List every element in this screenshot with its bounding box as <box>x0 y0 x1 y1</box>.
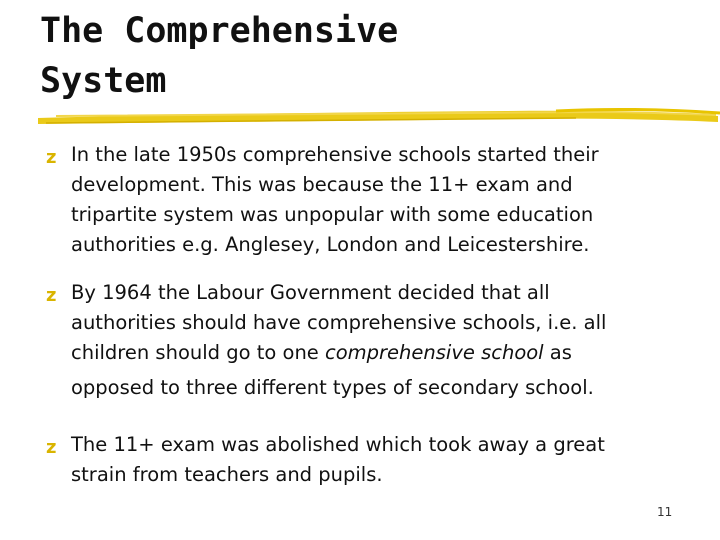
bullet-item-3 <box>46 430 686 490</box>
bullet-text-1 <box>71 140 686 260</box>
bullet-2-line-2: authorities should have comprehensive schools, i.e. all <box>71 311 607 334</box>
bullet-text-3 <box>71 430 686 490</box>
title-brush-underline <box>36 102 720 130</box>
z-bullet-icon: z <box>46 285 57 306</box>
bullet-text-2 <box>71 278 686 408</box>
bullet-3-line-2: strain from teachers and pupils. <box>71 463 383 486</box>
bullet-1-line-3: tripartite system was unpopular with some education <box>71 203 594 226</box>
bullet-1-line-2: development. This was because the 11+ exam and <box>71 173 573 196</box>
slide-title-line-2: System <box>40 61 167 101</box>
z-bullet-icon: z <box>46 437 57 458</box>
z-bullet-icon: z <box>46 147 57 168</box>
slide-title-line-1: The Comprehensive <box>40 11 399 51</box>
bullet-1-line-4: authorities e.g. Anglesey, London and Leicestershire. <box>71 233 590 256</box>
bullet-2-line-1: By 1964 the Labour Government decided that all <box>71 281 550 304</box>
page-number: 11 <box>657 505 673 519</box>
bullet-item-2 <box>46 278 686 408</box>
bullet-2-line-3-end: as <box>543 341 572 364</box>
emphasis-comprehensive-school: comprehensive school <box>325 341 544 364</box>
bullet-3-line-1: The 11+ exam was abolished which took away a great <box>71 433 605 456</box>
bullet-2-line-3 <box>71 338 686 368</box>
bullet-2-line-3-start: children should go to one <box>71 341 326 364</box>
bullet-item-1 <box>46 140 686 260</box>
bullet-1-line-1: In the late 1950s comprehensive schools started their <box>71 143 599 166</box>
bullet-2-line-4: opposed to three different types of secondary school. <box>71 376 594 399</box>
slide-title <box>40 6 398 106</box>
